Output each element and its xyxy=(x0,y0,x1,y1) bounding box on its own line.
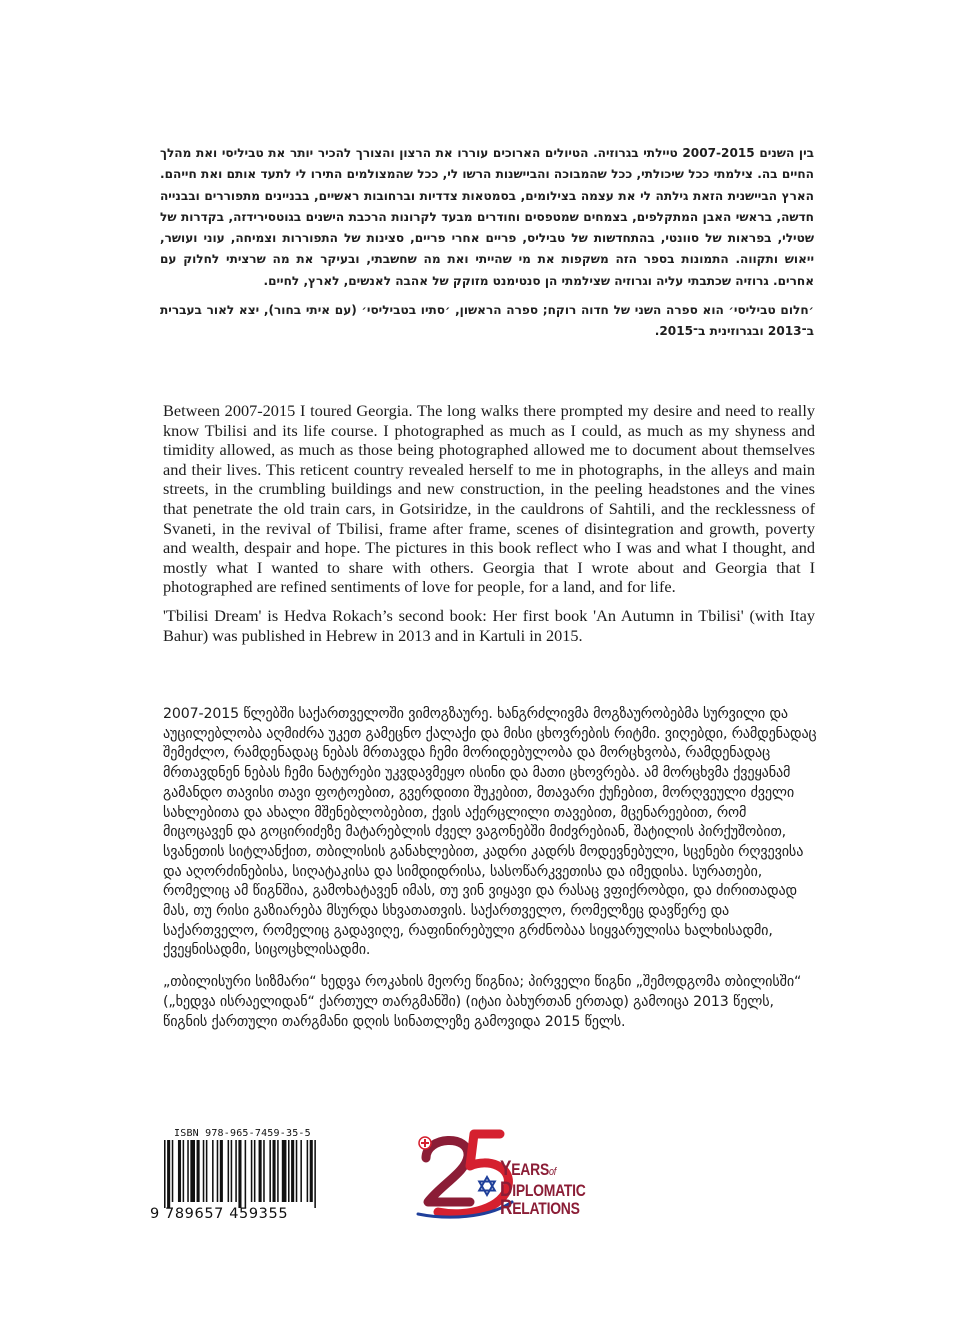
english-text-block xyxy=(163,401,815,645)
hebrew-paragraph-2: ׳חלום טביליסי׳ הוא ספרה השני של חדוה רוקח; ספרה הראשון, ׳סתיו בטביליסי׳ (עם איתי בחור), יצא לאור בעברית ב־2013 ובגרוזינית ב־2015. xyxy=(160,303,814,339)
georgian-paragraph-1: 2007-2015 წლებში საქართველოში ვიმოგზაურე. ხანგრძლივმა მოგზაურობებმა სურვილი და აუცილებლობა აღმიძრა უკეთ გამეცნო ქალაქი და მისი ცხოვრების რიტმი. ვიღებდი, რამდენადაც შემეძლო, რამდენადაც ნებას მრთავდა ჩემი მორიდებულობა და მორცხვობა, რამდენადაც მრთავდნენ ნებას ჩემი ნატურები უკვდავმეყო ისინი და მათი ცხოვრება. ამ მორცხვმა ქვეყანამ გამანდო თავისი თავი ფოტოებით, გვერდითი შუკებით, მთავარი ქუჩებით, მორღვეული ძველი სახლებითა და ახალი მშენებლობებით, ქვის აქერცლილი თავებით, მცენარეებით, რომ მიცოცავენ და გოცირიძეზე მატარებლის ძველ ვაგონებში მიძვრებიან, შატილის პირქუშობით, სვანეთის სიტლანქით, თბილისის განახლებით, კადრი კადრს მოდევნებული, სცენები რღვევისა და აღორძინებისა, სიღატაკისა და სიმდიდრისა, სასოწარკვეთისა და იმედისა. სურათები, რომელიც ამ წიგნშია, გამოხატავენ იმას, თუ ვინ ვიყავი და რასაც ვფიქრობდი, და ძირითადად მას, თუ რისი გაზიარება მსურდა სხვათათვის. საქართველო, რომელზეც დავწერე და საქართველო, რომელიც გადავიღე, რაფინირებული გრძნობაა სიყვარულისა ხალხისადმი, ქვეყნისადმი, სიცოცხლისადმი. xyxy=(163,706,817,959)
georgian-text-block xyxy=(163,705,819,1032)
isbn-barcode xyxy=(150,1128,320,1223)
hebrew-text-block xyxy=(160,143,814,343)
georgian-cross-icon xyxy=(419,1137,431,1149)
isbn-label: ISBN 978-965-7459-35-5 xyxy=(174,1128,311,1139)
georgian-paragraph-2: „თბილისური სიზმარი“ ხედვა როკახის მეორე წიგნია; პირველი წიგნი „შემოდგომა თბილისში“ („ხედვა ისრაელიდან“ ქართულ თარგმანში) (იტაი ბახურთან ერთად) გამოიცა 2013 წელს, წიგნის ქართული თარგმანი დღის სინათლეზე გამოვიდა 2015 წელს. xyxy=(163,974,802,1030)
diplomatic-relations-logo xyxy=(408,1128,628,1223)
logo-line-diplomatic: DIPLOMATIC xyxy=(500,1178,586,1201)
star-of-david-icon xyxy=(479,1177,495,1195)
logo-line-years: YEARSof xyxy=(500,1157,557,1180)
hebrew-paragraph-1: בין השנים 2007-2015 טיילתי בגרוזיה. הטיולים הארוכים עוררו את הרצון והצורך להכיר יותר את טביליסי ואת מהלך החיים בה. צילמתי ככל שיכולתי, ככל שהמבוכה והביישנות הרשו לי, ככל שהמצולמים התירו לי לתעד אותם ואת חייהם. הארץ הביישנית הזאת גילתה לי את עצמה בצילומים, בסמטאות צדדיות וברחובות ראשיים, בבניינים מתפוררים ובבנייה חדשה, בראשי האבן המתקלפים, בצמחים שמטפסים וחודרים מבעד לקרונות הרכבת הישנים בגוטסירידזה, בקדרות של שטילי, בפראות של סוונטי, בהתחדשות של טביליס, פריים אחרי פריים, סצינות של התפוררות וצמיחה, עוני ועושר, ייאוש ותקווה. התמונות בספר הזה משקפות את מי שהייתי ואת מה שחשבתי, ובעיקר את מה שרציתי לחלוק עם אחרים. גרוזיה שכתבתי עליה וגרוזיה שצילמתי הן סנטימנט מזוקק של אהבה לאנשים, לארץ, לחיים. xyxy=(160,146,814,288)
english-paragraph-2: 'Tbilisi Dream' is Hedva Rokach’s second book: Her first book 'An Autumn in Tbilisi' (with Itay Bahur) was published in Hebrew in 2013 and in Kartuli in 2015. xyxy=(163,605,815,645)
logo-wordmark xyxy=(500,1157,586,1219)
barcode-bars xyxy=(150,1140,320,1208)
barcode-digits: 9 789657 459355 xyxy=(150,1206,289,1222)
english-paragraph-1: Between 2007-2015 I toured Georgia. The long walks there prompted my desire and need to really know Tbilisi and its life course. I photographed as much as I could, as much as my shyness and timidity allowed, as much as those being photographed allowed me to document about themselves and their lives. This reticent country revealed herself to me in photographs, in the alleys and main streets, in the crumbling buildings and new construction, in the peeling headstones and the vines that penetrate the old train cars, in Gotsiridze, in the cauldrons of Sahtili, and the recklessness of Svaneti, in the revival of Tbilisi, frame after frame, scenes of disintegration and growth, poverty and wealth, despair and hope. The pictures in this book reflect who I was and what I thought, and mostly what I wanted to share with others. Georgia that I wrote about and Georgia that I photographed are refined sentiments of love for people, for a land, and for life. xyxy=(163,401,815,597)
logo-line-relations: RELATIONS xyxy=(500,1196,580,1219)
